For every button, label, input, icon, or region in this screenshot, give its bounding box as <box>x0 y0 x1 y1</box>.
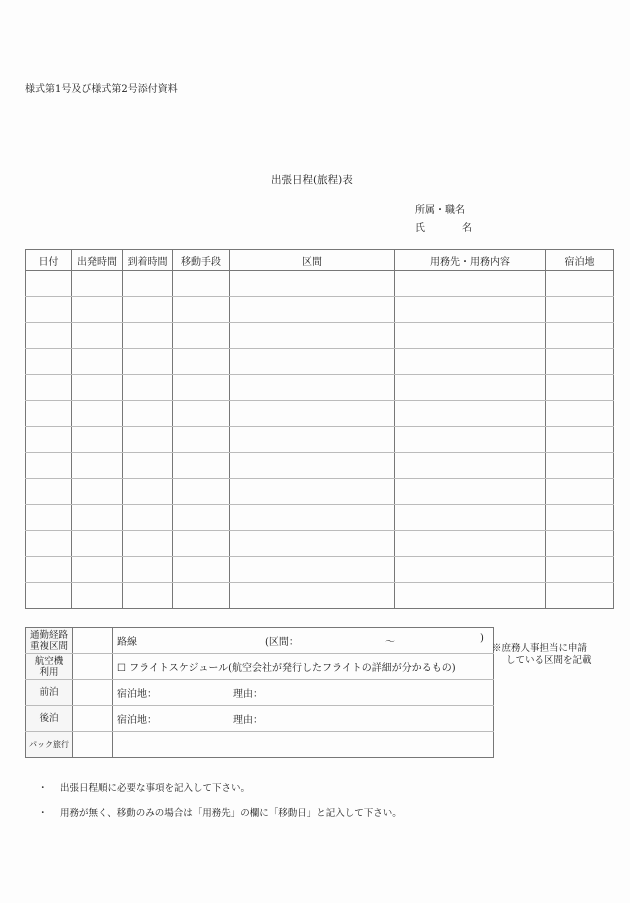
package-tour-check-cell[interactable] <box>73 732 113 758</box>
table-cell[interactable] <box>395 427 546 453</box>
table-row <box>26 557 614 583</box>
table-cell[interactable] <box>123 583 173 609</box>
pre-stay-label: 前泊 <box>26 680 73 706</box>
table-cell[interactable] <box>26 557 72 583</box>
table-cell[interactable] <box>230 505 395 531</box>
table-cell[interactable] <box>395 583 546 609</box>
table-row <box>26 323 614 349</box>
table-cell[interactable] <box>123 349 173 375</box>
table-cell[interactable] <box>546 297 614 323</box>
table-cell[interactable] <box>26 427 72 453</box>
affiliation-label: 所属・職名 <box>415 205 465 216</box>
table-row <box>26 401 614 427</box>
post-stay-label: 後泊 <box>26 706 73 732</box>
table-cell[interactable] <box>546 349 614 375</box>
table-cell[interactable] <box>72 401 123 427</box>
col-arrival-time: 到着時間 <box>123 250 173 271</box>
itinerary-body <box>26 271 614 609</box>
col-section: 区間 <box>230 250 395 271</box>
table-cell[interactable] <box>546 531 614 557</box>
table-cell[interactable] <box>26 375 72 401</box>
pre-stay-row <box>26 680 494 706</box>
table-row <box>26 453 614 479</box>
commute-overlap-row <box>26 628 494 654</box>
table-cell[interactable] <box>123 505 173 531</box>
table-cell[interactable] <box>546 505 614 531</box>
table-cell[interactable] <box>173 427 230 453</box>
table-cell[interactable] <box>395 531 546 557</box>
pre-stay-reason-label: 理由： <box>233 689 263 700</box>
note-1 <box>38 780 250 794</box>
table-cell[interactable] <box>72 583 123 609</box>
name-label-left: 氏 <box>415 223 425 234</box>
table-cell[interactable] <box>173 531 230 557</box>
table-cell[interactable] <box>26 531 72 557</box>
table-cell[interactable] <box>173 349 230 375</box>
table-cell[interactable] <box>26 479 72 505</box>
post-stay-lodging-label: 宿泊地： <box>117 715 157 726</box>
flight-schedule-text: フライトスケジュール(航空会社が発行したフライトの詳細が分かるもの) <box>129 663 456 674</box>
side-note-line1: ※庶務人事担当に申請 <box>492 643 588 654</box>
table-cell[interactable] <box>230 427 395 453</box>
table-cell[interactable] <box>26 583 72 609</box>
col-date: 日付 <box>26 250 72 271</box>
table-cell[interactable] <box>395 505 546 531</box>
table-cell[interactable] <box>395 557 546 583</box>
air-travel-content <box>113 654 494 680</box>
air-travel-row <box>26 654 494 680</box>
table-row <box>26 297 614 323</box>
flight-schedule-checkbox[interactable]: ☐ <box>117 663 126 674</box>
table-cell[interactable] <box>230 349 395 375</box>
table-cell[interactable] <box>173 297 230 323</box>
post-stay-check-cell[interactable] <box>73 706 113 732</box>
table-cell[interactable] <box>123 479 173 505</box>
table-cell[interactable] <box>395 375 546 401</box>
table-cell[interactable] <box>395 271 546 297</box>
table-cell[interactable] <box>123 323 173 349</box>
table-cell[interactable] <box>26 453 72 479</box>
table-cell[interactable] <box>123 297 173 323</box>
col-departure-time: 出発時間 <box>72 250 123 271</box>
table-cell[interactable] <box>72 349 123 375</box>
table-cell[interactable] <box>395 479 546 505</box>
col-transport: 移動手段 <box>173 250 230 271</box>
air-travel-label: 航空機 利用 <box>26 654 73 680</box>
name-label-right: 名 <box>462 223 472 234</box>
pre-stay-lodging-label: 宿泊地： <box>117 689 157 700</box>
bullet-icon: ・ <box>38 808 48 819</box>
table-cell[interactable] <box>230 453 395 479</box>
table-cell[interactable] <box>26 271 72 297</box>
name-label <box>415 219 472 234</box>
note-1-text: 出張日程順に必要な事項を記入して下さい。 <box>60 783 251 794</box>
table-row <box>26 427 614 453</box>
table-cell[interactable] <box>123 401 173 427</box>
table-cell[interactable] <box>230 375 395 401</box>
table-cell[interactable] <box>230 297 395 323</box>
table-cell[interactable] <box>173 479 230 505</box>
table-cell[interactable] <box>123 427 173 453</box>
table-cell[interactable] <box>173 583 230 609</box>
table-cell[interactable] <box>72 531 123 557</box>
table-cell[interactable] <box>230 531 395 557</box>
document-title: 出張日程(旅程)表 <box>271 174 353 186</box>
table-cell[interactable] <box>123 375 173 401</box>
table-cell[interactable] <box>546 479 614 505</box>
table-cell[interactable] <box>173 323 230 349</box>
table-cell[interactable] <box>72 271 123 297</box>
table-row <box>26 479 614 505</box>
table-cell[interactable] <box>230 401 395 427</box>
table-cell[interactable] <box>72 453 123 479</box>
table-cell[interactable] <box>72 297 123 323</box>
table-row <box>26 531 614 557</box>
table-row <box>26 583 614 609</box>
table-cell[interactable] <box>546 557 614 583</box>
table-cell[interactable] <box>546 453 614 479</box>
table-cell[interactable] <box>72 375 123 401</box>
table-cell[interactable] <box>72 557 123 583</box>
itinerary-header-row <box>26 250 614 271</box>
table-row <box>26 349 614 375</box>
table-cell[interactable] <box>72 323 123 349</box>
table-row <box>26 271 614 297</box>
table-cell[interactable] <box>123 453 173 479</box>
table-cell[interactable] <box>395 297 546 323</box>
package-tour-row <box>26 732 494 758</box>
package-tour-content[interactable] <box>113 732 494 758</box>
table-cell[interactable] <box>173 453 230 479</box>
package-tour-label: パック旅行 <box>26 732 73 758</box>
commute-overlap-check-cell[interactable] <box>73 628 113 654</box>
table-cell[interactable] <box>395 401 546 427</box>
itinerary-table <box>25 249 614 609</box>
table-cell[interactable] <box>173 375 230 401</box>
table-cell[interactable] <box>546 323 614 349</box>
table-cell[interactable] <box>173 505 230 531</box>
table-cell[interactable] <box>72 427 123 453</box>
table-cell[interactable] <box>173 557 230 583</box>
attachment-label: 様式第1号及び様式第2号添付資料 <box>25 84 178 95</box>
table-cell[interactable] <box>173 401 230 427</box>
table-row <box>26 505 614 531</box>
table-cell[interactable] <box>546 401 614 427</box>
table-cell[interactable] <box>230 271 395 297</box>
table-cell[interactable] <box>546 375 614 401</box>
side-note-line2: している区間を記載 <box>506 655 592 666</box>
table-cell[interactable] <box>230 479 395 505</box>
table-cell[interactable] <box>230 323 395 349</box>
post-stay-row <box>26 706 494 732</box>
close-paren: ) <box>480 633 484 644</box>
table-cell[interactable] <box>173 271 230 297</box>
table-cell[interactable] <box>230 583 395 609</box>
col-lodging: 宿泊地 <box>546 250 614 271</box>
col-business: 用務先・用務内容 <box>395 250 546 271</box>
pre-stay-content[interactable] <box>113 680 494 706</box>
table-cell[interactable] <box>26 297 72 323</box>
section-label: (区間： <box>265 637 299 648</box>
table-cell[interactable] <box>72 505 123 531</box>
table-cell[interactable] <box>26 505 72 531</box>
table-cell[interactable] <box>26 401 72 427</box>
table-cell[interactable] <box>72 479 123 505</box>
table-cell[interactable] <box>230 557 395 583</box>
commute-overlap-label: 通勤経路 重複区間 <box>26 628 73 654</box>
side-note <box>492 643 592 667</box>
table-cell[interactable] <box>123 531 173 557</box>
table-cell[interactable] <box>546 427 614 453</box>
air-travel-check-cell[interactable] <box>73 654 113 680</box>
route-label: 路線 <box>117 637 137 648</box>
commute-overlap-content[interactable] <box>113 628 494 654</box>
post-stay-reason-label: 理由： <box>233 715 263 726</box>
note-2 <box>38 805 402 819</box>
table-row <box>26 375 614 401</box>
post-stay-content[interactable] <box>113 706 494 732</box>
table-cell[interactable] <box>546 583 614 609</box>
pre-stay-check-cell[interactable] <box>73 680 113 706</box>
table-cell[interactable] <box>123 271 173 297</box>
table-cell[interactable] <box>546 271 614 297</box>
table-cell[interactable] <box>123 557 173 583</box>
note-2-text: 用務が無く、移動のみの場合は「用務先」の欄に「移動日」と記入して下さい。 <box>60 808 402 819</box>
table-cell[interactable] <box>26 323 72 349</box>
supplement-table <box>25 627 494 758</box>
bullet-icon: ・ <box>38 783 48 794</box>
tilde: ～ <box>385 637 395 648</box>
table-cell[interactable] <box>395 323 546 349</box>
table-cell[interactable] <box>26 349 72 375</box>
table-cell[interactable] <box>395 349 546 375</box>
table-cell[interactable] <box>395 453 546 479</box>
